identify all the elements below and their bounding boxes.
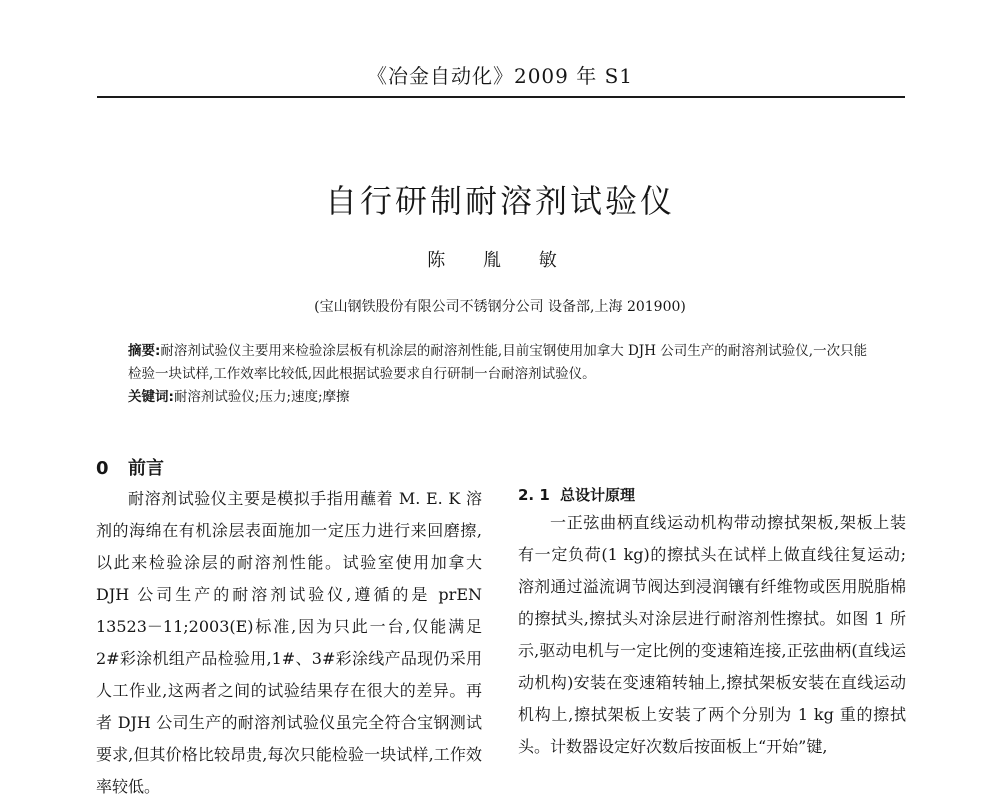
section-number: 0	[96, 458, 109, 479]
abstract-label: 摘要:	[128, 343, 161, 359]
introduction-paragraph: 耐溶剂试验仪主要是模拟手指用蘸着 M. E. K 溶剂的海绵在有机涂层表面施加一定压力进行来回磨擦,以此来检验涂层的耐溶剂性能。试验室使用加拿大 DJH 公司生产的耐溶剂试验仪,遵循的是 prEN 13523－11;2003(E)标准,因为只此一台,仅能满足 2#彩涂机组产品检验用,1#、3#彩涂线产品现仍采用人工作业,这两者之间的试验结果存在很大的差异。再者 DJH 公司生产的耐溶剂试验仪虽完全符合宝钢测试要求,但其价格比较昂贵,每次只能检验一块试样,工作效率较低。	[96, 489, 482, 796]
section-heading-introduction	[96, 454, 164, 480]
author-affiliation: (宝山钢铁股份有限公司不锈钢分公司 设备部,上海 201900)	[314, 299, 686, 315]
keywords	[128, 386, 880, 409]
abstract-text: 耐溶剂试验仪主要用来检验涂层板有机涂层的耐溶剂性能,目前宝钢使用加拿大 DJH 公司生产的耐溶剂试验仪,一次只能检验一块试样,工作效率比较低,因此根据试验要求自行研制一台耐溶剂试验仪。	[128, 343, 868, 382]
subsection-title: 总设计原理	[560, 486, 636, 504]
header-rule	[97, 96, 905, 98]
keywords-label: 关键词:	[128, 389, 174, 405]
keywords-text: 耐溶剂试验仪;压力;速度;摩擦	[173, 389, 350, 405]
subsection-heading-design-principle	[518, 484, 635, 505]
design-principle-paragraph: 一正弦曲柄直线运动机构带动擦拭架板,架板上装有一定负荷(1 kg)的擦拭头在试样上做直线往复运动;溶剂通过溢流调节阀达到浸润镶有纤维物或医用脱脂棉的擦拭头,擦拭头对涂层进行耐溶剂性擦拭。如图 1 所示,驱动电机与一定比例的变速箱连接,正弦曲柄(直线运动机构)安装在变速箱转轴上,擦拭架板安装在直线运动机构上,擦拭架板上安装了两个分别为 1 kg 重的擦拭头。计数器设定好次数后按面板上“开始”键,	[518, 513, 906, 756]
paper-title: 自行研制耐溶剂试验仪	[324, 182, 675, 220]
abstract	[128, 340, 880, 386]
subsection-number: 2. 1	[518, 486, 550, 504]
author-name: 陈 胤 敏	[427, 250, 573, 271]
section-title: 前言	[128, 458, 164, 479]
running-header: 《冶金自动化》2009 年 S1	[366, 64, 634, 88]
